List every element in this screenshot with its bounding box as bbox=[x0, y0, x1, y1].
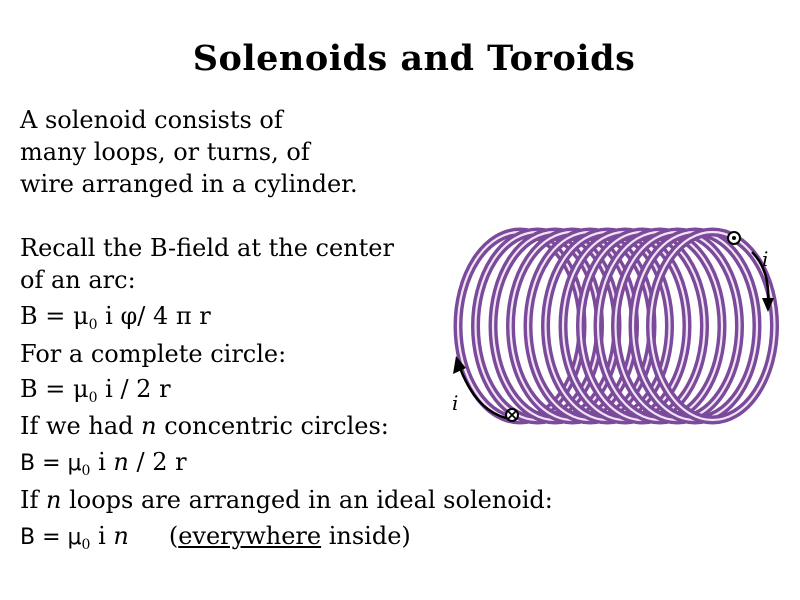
current-out-of-page-icon bbox=[728, 232, 740, 244]
current-label-bottom: i bbox=[452, 391, 459, 415]
coil-turns bbox=[458, 232, 775, 420]
recall-line-1: Recall the B-field at the center bbox=[20, 234, 394, 262]
intro-line-2: many loops, or turns, of bbox=[20, 138, 310, 166]
recall-line-2: of an arc: bbox=[20, 266, 136, 294]
arc-formula: $B = \mu_0$ i φ/ 4 π r bbox=[20, 302, 211, 333]
circle-formula: $B = \mu_0$ i / 2 r bbox=[20, 375, 171, 406]
solenoid-diagram bbox=[440, 218, 790, 438]
slide-title: Solenoids and Toroids bbox=[192, 38, 636, 79]
solenoid-formula: $B = \mu_0$ i n (everywhere inside) bbox=[20, 522, 411, 553]
intro-line-1: A solenoid consists of bbox=[20, 106, 283, 134]
concentric-label: If we had n concentric circles: bbox=[20, 412, 389, 440]
current-into-page-icon bbox=[506, 409, 518, 421]
circle-label: For a complete circle: bbox=[20, 340, 287, 368]
solenoid-label: If n loops are arranged in an ideal solenoid: bbox=[20, 486, 553, 514]
current-label-top: i bbox=[762, 247, 769, 271]
concentric-formula: $B = \mu_0$ i n / 2 r bbox=[20, 448, 187, 479]
intro-line-3: wire arranged in a cylinder. bbox=[20, 170, 358, 198]
